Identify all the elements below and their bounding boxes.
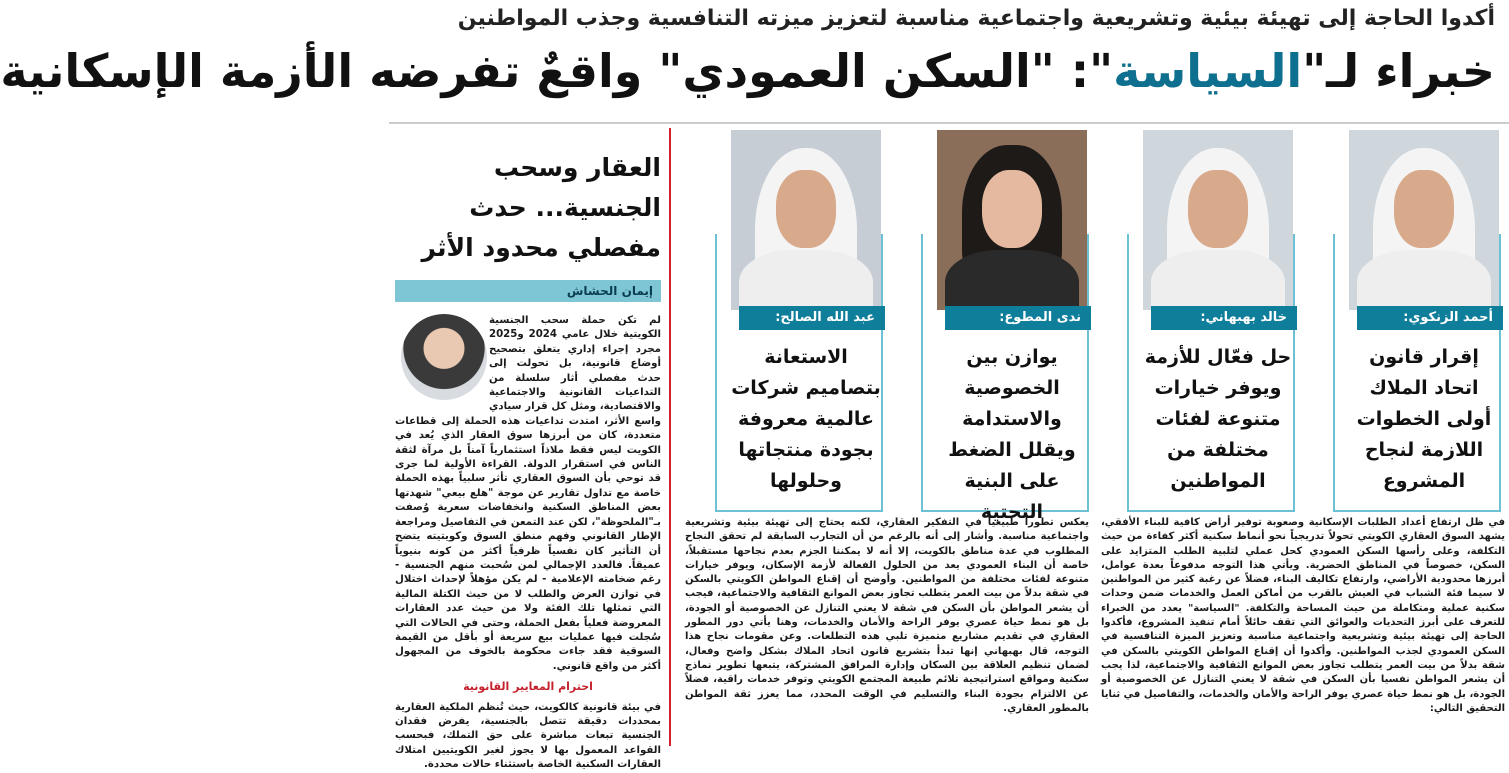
expert-quote: يوازن بين الخصوصية والاستدامة ويقلل الضغط على البنية التحتية (948, 346, 1076, 523)
sidebar-title: العقار وسحب الجنسية... حدث مفصلي محدود الأثر (421, 153, 661, 262)
expert-photo (937, 130, 1087, 310)
expert-name: خالد بهبهاني: (1151, 306, 1297, 330)
body-paragraph: يعكس تطوراً طبيعياً في التفكير العقاري، لكنه يحتاج إلى تهيئة بيئية وتشريعية واجتماعية مناسبة. وأشار إلى أنه بالرغم من أن التجارب السابقة لم تحقق النجاح المطلوب في عدة مناطق بالكويت، إلا أنه لا يمكننا الجزم بعدم نجاحها مستقبلاً، خاصة أن البناء العمودي يعد من الحلول الفعالة لأزمة الإسكان، ويوفر خيارات متنوعة لفئات مختلفة من المواطنين. وأوضح أن إقناع المواطن الكويتي بالسكن في شقة بدلاً من بيت العمر يتطلب تجاوز بعض الموانع الثقافية والاجتماعية، فيجب أن يشعر المواطن بأن السكن في شقة لا يعني التنازل عن الخصوصية أو الجودة، بل هو نمط حياة عصري يوفر الراحة والأمان والخدمات، وهنا يأتي دور المطور العقاري في تقديم مشاريع متميزة تلبي هذه التطلعات. وعن مقومات نجاح هذا التوجه، قال بهبهاني إنها تبدأ بتشريع قانون اتحاد الملاك بشكل واضح وفعال، لضمان تنظيم العلاقة بين السكان وإدارة المرافق المشتركة، يتبعها تطوير نماذج سكنية ومواقع استراتيجية تلائم طبيعة المجتمع الكويتي وتوفر خدمات راقية، فضلاً عن الالتزام بجودة البناء والتسليم في الوقت المحدد، مما يعزز ثقة المواطن بالمطور العقاري. (685, 517, 1089, 714)
expert-card (709, 128, 889, 512)
body-paragraph: في ظل ارتفاع أعداد الطلبات الإسكانية وصعوبة توفير أراض كافية للبناء الأفقي، يشهد السوق العقاري الكويتي تحولاً تدريجياً نحو أنماط سكنية أكثر كفاءة من حيث التكلفة، وعلى رأسها السكن العمودي كحل عملي لتلبية الطلب المتزايد على السكن، خصوصاً في المناطق الحضرية. ويأتي هذا التوجه مدفوعاً بعدة عوامل، أبرزها محدودية الأراضي، وارتفاع تكاليف البناء، فضلاً عن رغبة كثير من المواطنين لا سيما فئة الشباب في العيش بالقرب من أماكن العمل والخدمات ضمن وحدات سكنية عملية ومتكاملة من حيث المساحة والتكلفة. "السياسة" يعدد من الخبراء للتعرف على أبرز التحديات والعوائق التي تقف حائلاً أمام تنفيذ المشروع، فأكدوا الحاجة إلى تهيئة بيئية وتشريعية واجتماعية مناسبة وتعزيز الميزة التنافسية في السكن العمودي لجذب المواطنين. وأكدوا أن إقناع المواطن الكويتي بالسكن في شقة بدلاً من بيت العمر يتطلب تجاوز بعض الموانع الثقافية والاجتماعية، لذا يجب أن يشعر المواطن نفسيا بأن السكن في شقة لا يعني التنازل عن الخصوصية أو الجودة، بل هو نمط حياة عصري يوفر الراحة والأمان والخدمات، والتفاصيل في ثنايا التحقيق التالي: (1101, 517, 1505, 714)
expert-quote: الاستعانة بتصاميم شركات عالمية معروفة بجودة منتجاتها وحلولها (731, 346, 881, 492)
expert-photo (1349, 130, 1499, 310)
expert-quote: إقرار قانون اتحاد الملاك أولى الخطوات اللازمة لنجاح المشروع (1356, 346, 1492, 492)
headline-suffix: ": "السكن العمودي" واقعٌ تفرضه الأزمة الإسكانية (0, 44, 1114, 98)
expert-name: عبد الله الصالح: (739, 306, 885, 330)
sidebar-paragraph: لم تكن حملة سحب الجنسية الكويتية خلال عامي 2024 و2025 مجرد إجراء إداري يتعلق بتصحيح أوضاع قانونية، بل تحولت إلى حدث مفصلي أثار سلسلة من التداعيات القانونية والاجتماعية والاقتصادية، ومثل كل قرار سيادي واسع الأثر، امتدت تداعيات هذه الحملة إلى قطاعات متعددة، كان من أبرزها سوق العقار الذي يُعد في الكويت ليس فقط ملاذاً استثمارياً آمناً بل مرآة لثقة الناس في استقرار الدولة. القراءة الأولية لما جرى قد توحي بأن السوق العقاري تأثر سلبياً بهذه الحملة خاصة مع تداول تقارير عن موجة "هلع بيعي" شهدتها بعض المناطق السكنية وانخفاضات سعرية وُصفت بـ"الملحوظة"، لكن عند التمعن في التفاصيل ومراجعة الإطار القانوني وفهم منطق السوق وكويتيته يتضح أن التأثير كان نفسياً ظرفياً أكثر من كونه بنيوياً عميقاً. فالعدد الإجمالي لمن سُحبت منهم الجنسية - رغم ضخامته الإعلامية - لم يكن مؤهلاً لإحداث اختلال في توازن العرض والطلب لا من حيث الكتلة المالية التي تمثلها تلك الفئة ولا من حيث عدد العقارات المعروضة فعلياً بفعل الحملة، وحتى في الحالات التي سُجلت فيها عمليات بيع سريعة أو بأقل من القيمة السوقية فقد جاءت محكومة بالخوف من المجهول أكثر من واقع قانوني. (395, 315, 662, 672)
newspaper-brand: السياسة (1113, 44, 1303, 98)
expert-name: ندى المطوع: (945, 306, 1091, 330)
sidebar-paragraph: في بيئة قانونية كالكويت، حيث تُنظم الملكية العقارية بمحددات دقيقة تتصل بالجنسية، يفرض فقدان الجنسية تبعات مباشرة على حق التملك، فبحسب القواعد المعمول بها لا يجوز لغير الكويتيين امتلاك العقارات السكنية الخاصة باستثناء حالات محددة. (395, 701, 661, 771)
headline-prefix: خبراء لـ" (1302, 44, 1495, 98)
sidebar-article (389, 128, 671, 771)
face-shape (982, 170, 1042, 248)
expert-card (1121, 128, 1301, 512)
expert-photo (731, 130, 881, 310)
face-shape (1394, 170, 1454, 248)
expert-card (915, 128, 1095, 523)
expert-quote: حل فعّال للأزمة ويوفر خيارات متنوعة لفئات مختلفة من المواطنين (1144, 346, 1292, 492)
face-shape (1188, 170, 1248, 248)
article-kicker: أكدوا الحاجة إلى تهيئة بيئية وتشريعية واجتماعية مناسبة لتعزيز ميزته التنافسية وجذب المواطنين (457, 6, 1495, 31)
author-photo (401, 314, 487, 400)
expert-photo (1143, 130, 1293, 310)
sidebar-subhead: احترام المعايير القانونية (463, 680, 593, 694)
sidebar-byline: إيمان الحشاش (395, 280, 661, 302)
body-column-left (685, 516, 1089, 746)
expert-card (1327, 128, 1507, 512)
body-column-right (1101, 516, 1505, 746)
article-body (685, 516, 1509, 746)
experts-row (685, 128, 1507, 523)
headline-divider (389, 122, 1509, 124)
article-headline (0, 44, 1495, 116)
face-shape (776, 170, 836, 248)
expert-name: أحمد الزنكوي: (1357, 306, 1503, 330)
